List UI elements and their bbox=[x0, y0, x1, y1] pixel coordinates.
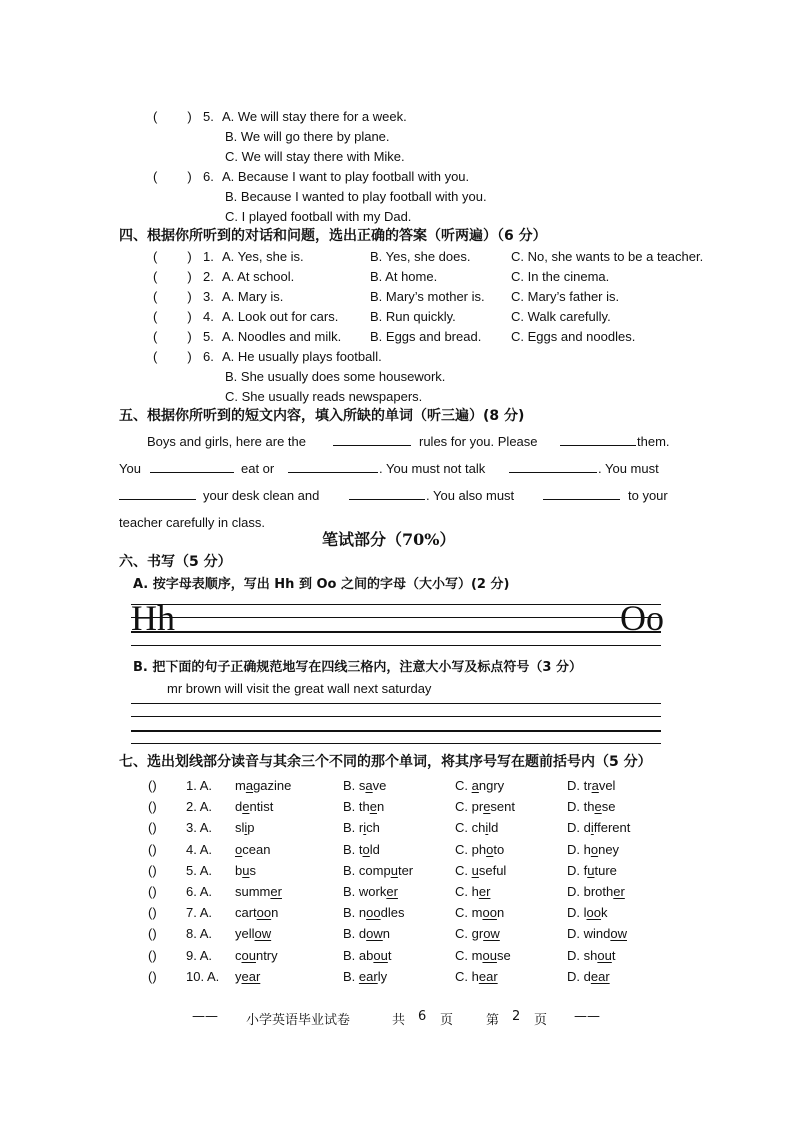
word-part: ld bbox=[488, 820, 499, 835]
option-a: A. Noodles and milk. bbox=[222, 329, 342, 344]
copy-sentence: mr brown will visit the great wall next saturday bbox=[167, 681, 432, 696]
word-part: sent bbox=[490, 799, 515, 814]
word-part: ngry bbox=[478, 778, 505, 793]
option-label: D. bbox=[567, 820, 580, 835]
word-part: m bbox=[471, 948, 483, 963]
footer-page-label: 第 bbox=[486, 1013, 500, 1028]
option-b bbox=[343, 904, 404, 922]
option-label: D. bbox=[567, 948, 580, 963]
fill-blank[interactable] bbox=[560, 433, 636, 446]
word-part: se bbox=[601, 799, 616, 814]
word-part: d bbox=[235, 799, 243, 814]
option-label: D. bbox=[567, 778, 580, 793]
underlined-sound: oo bbox=[482, 905, 497, 920]
passage-text: eat or bbox=[241, 461, 275, 476]
word-part: to bbox=[493, 842, 505, 857]
question-number: 5. A. bbox=[186, 863, 213, 878]
word-part: n bbox=[496, 905, 505, 920]
option-label: D. bbox=[567, 799, 580, 814]
underlined-sound: i bbox=[485, 820, 489, 835]
word-part: n bbox=[358, 905, 367, 920]
option-label: C. bbox=[455, 926, 468, 941]
word-part: yell bbox=[235, 926, 255, 941]
option-label: C. bbox=[455, 842, 468, 857]
option-label: C. bbox=[455, 948, 468, 963]
word-part: d bbox=[358, 926, 367, 941]
answer-paren[interactable]: ( ) bbox=[153, 109, 192, 124]
underlined-sound: u bbox=[471, 863, 479, 878]
word-part: f bbox=[583, 863, 588, 878]
option-b: B. Yes, she does. bbox=[370, 249, 471, 264]
option-label: B. bbox=[343, 884, 356, 899]
option-b: B. Because I wanted to play football with you. bbox=[225, 189, 487, 204]
option-a bbox=[235, 904, 278, 922]
underlined-sound: oo bbox=[586, 905, 601, 920]
word-part: y bbox=[235, 969, 242, 984]
word-part: n bbox=[271, 905, 279, 920]
passage-text: . You must bbox=[598, 461, 659, 476]
word-part: t bbox=[387, 948, 392, 963]
option-b: B. Eggs and bread. bbox=[370, 329, 482, 344]
option-a: A. We will stay there for a week. bbox=[222, 109, 407, 124]
option-label: B. bbox=[343, 842, 356, 857]
word-part: d bbox=[583, 969, 591, 984]
word-part: comp bbox=[358, 863, 391, 878]
word-part: r bbox=[358, 820, 364, 835]
word-part: sl bbox=[235, 820, 245, 835]
underlined-sound: er bbox=[386, 884, 398, 899]
section-heading: 五、根据你所听到的短文内容，填入所缺的单词（听三遍）(8 分) bbox=[119, 408, 525, 424]
option-d bbox=[567, 819, 630, 837]
passage-text: your desk clean and bbox=[203, 488, 320, 503]
option-c: C. Walk carefully. bbox=[511, 309, 611, 324]
underlined-sound: a bbox=[471, 778, 479, 793]
grid-line bbox=[131, 716, 661, 717]
passage-text: You bbox=[119, 461, 141, 476]
option-label: D. bbox=[567, 842, 580, 857]
option-a: A. Because I want to play football with you. bbox=[222, 169, 470, 184]
option-a bbox=[235, 798, 273, 816]
option-c bbox=[455, 819, 498, 837]
option-d bbox=[567, 841, 619, 859]
question-number: 7. A. bbox=[186, 905, 213, 920]
word-part: n bbox=[382, 926, 391, 941]
grid-line bbox=[131, 730, 661, 732]
underlined-sound: er bbox=[478, 884, 491, 899]
word-part: broth bbox=[583, 884, 614, 899]
underlined-sound: a bbox=[365, 778, 373, 793]
question-row bbox=[0, 925, 794, 943]
word-part: ly bbox=[377, 969, 388, 984]
answer-paren[interactable]: ( ) bbox=[148, 799, 157, 814]
option-a bbox=[235, 819, 255, 837]
question-number: 5. bbox=[203, 109, 214, 124]
option-b: B. Mary’s mother is. bbox=[370, 289, 485, 304]
footer-dash: —— bbox=[192, 1009, 218, 1024]
answer-paren[interactable]: ( ) bbox=[153, 169, 192, 184]
word-part: m bbox=[235, 778, 246, 793]
fill-blank[interactable] bbox=[349, 487, 425, 500]
underlined-sound: u bbox=[242, 863, 250, 878]
option-c: C. In the cinema. bbox=[511, 269, 610, 284]
word-part: m bbox=[471, 905, 483, 920]
option-b bbox=[343, 798, 384, 816]
underlined-sound: ow bbox=[610, 926, 627, 941]
underlined-sound: ow bbox=[254, 926, 272, 941]
underlined-sound: i bbox=[590, 820, 594, 835]
underlined-sound: o bbox=[235, 842, 243, 857]
underlined-sound: ear bbox=[478, 969, 498, 984]
word-part: dles bbox=[380, 905, 405, 920]
underlined-sound: o bbox=[362, 842, 370, 857]
question-row bbox=[0, 883, 794, 901]
answer-paren[interactable]: ( ) bbox=[148, 842, 157, 857]
option-label: C. bbox=[455, 969, 468, 984]
option-a bbox=[235, 841, 270, 859]
option-b: B. At home. bbox=[370, 269, 438, 284]
word-part: p bbox=[247, 820, 255, 835]
footer-page-number: 2 bbox=[512, 1009, 521, 1024]
underlined-sound: ow bbox=[366, 926, 383, 941]
underlined-sound: ou bbox=[597, 948, 612, 963]
section-heading: 七、选出划线部分读音与其余三个不同的那个单词，将其序号写在题前括号内（5 分） bbox=[119, 754, 652, 770]
option-d bbox=[567, 947, 615, 965]
question-number: 5. bbox=[203, 329, 214, 344]
answer-paren[interactable]: ( ) bbox=[148, 863, 157, 878]
option-label: B. bbox=[343, 905, 356, 920]
word-part: tr bbox=[583, 778, 592, 793]
option-label: C. bbox=[455, 778, 468, 793]
option-label: B. bbox=[343, 799, 356, 814]
underlined-sound: ou bbox=[241, 948, 256, 963]
option-c bbox=[455, 883, 490, 901]
option-b: B. Run quickly. bbox=[370, 309, 456, 324]
footer-total-pages: 6 bbox=[418, 1009, 427, 1024]
underlined-sound: ear bbox=[241, 969, 261, 984]
word-part: ph bbox=[471, 842, 487, 857]
word-part: ter bbox=[397, 863, 414, 878]
word-part: summ bbox=[235, 884, 271, 899]
option-label: D. bbox=[567, 905, 580, 920]
underlined-sound: ear bbox=[590, 969, 610, 984]
underlined-sound: a bbox=[591, 778, 599, 793]
answer-paren[interactable]: ( ) bbox=[148, 820, 157, 835]
underlined-sound: er bbox=[270, 884, 282, 899]
option-c bbox=[455, 798, 515, 816]
question-number: 6. bbox=[203, 169, 214, 184]
footer-total-unit: 页 bbox=[440, 1013, 454, 1028]
option-b bbox=[343, 925, 390, 943]
underlined-sound: er bbox=[613, 884, 625, 899]
question-row bbox=[0, 904, 794, 922]
underlined-sound: i bbox=[244, 820, 248, 835]
footer-total-label: 共 bbox=[392, 1013, 406, 1028]
underlined-sound: ear bbox=[358, 969, 378, 984]
option-label: D. bbox=[567, 926, 580, 941]
word-part: ture bbox=[594, 863, 617, 878]
underlined-sound: ou bbox=[373, 948, 388, 963]
word-part: h bbox=[583, 842, 591, 857]
answer-paren[interactable]: ( ) bbox=[153, 329, 192, 344]
question-number: 4. A. bbox=[186, 842, 213, 857]
option-b bbox=[343, 947, 391, 965]
word-part: h bbox=[471, 884, 479, 899]
word-part: ntry bbox=[255, 948, 278, 963]
option-c: C. No, she wants to be a teacher. bbox=[511, 249, 704, 264]
option-label: D. bbox=[567, 863, 580, 878]
word-part: ab bbox=[358, 948, 374, 963]
option-a: A. Yes, she is. bbox=[222, 249, 304, 264]
fill-blank[interactable] bbox=[150, 460, 234, 473]
option-b bbox=[343, 841, 380, 859]
underlined-sound: i bbox=[363, 820, 367, 835]
option-b: B. She usually does some housework. bbox=[225, 369, 446, 384]
option-c bbox=[455, 925, 500, 943]
question-row bbox=[0, 841, 794, 859]
option-a bbox=[235, 862, 256, 880]
question-number: 8. A. bbox=[186, 926, 213, 941]
option-c bbox=[455, 841, 504, 859]
option-label: B. bbox=[343, 969, 356, 984]
question-number: 1. bbox=[203, 249, 214, 264]
answer-paren[interactable]: ( ) bbox=[153, 269, 192, 284]
option-c: C. I played football with my Dad. bbox=[225, 209, 412, 224]
option-d bbox=[567, 798, 615, 816]
question-row bbox=[0, 819, 794, 837]
word-part: c bbox=[235, 948, 242, 963]
question-number: 9. A. bbox=[186, 948, 213, 963]
option-label: C. bbox=[455, 863, 468, 878]
word-part: n bbox=[377, 799, 385, 814]
fill-blank[interactable] bbox=[333, 433, 411, 446]
option-a: A. At school. bbox=[222, 269, 295, 284]
word-part: t bbox=[611, 948, 616, 963]
answer-paren[interactable]: ( ) bbox=[153, 249, 192, 264]
answer-paren[interactable]: ( ) bbox=[148, 778, 157, 793]
option-c: C. We will stay there with Mike. bbox=[225, 149, 405, 164]
written-section-title: 笔试部分（70%） bbox=[322, 530, 456, 549]
word-part: th bbox=[583, 799, 595, 814]
word-part: fferent bbox=[593, 820, 631, 835]
word-part: s bbox=[249, 863, 256, 878]
underlined-sound: u bbox=[587, 863, 595, 878]
question-row bbox=[0, 862, 794, 880]
question-number: 10. A. bbox=[186, 969, 220, 984]
passage-text: rules for you. Please bbox=[419, 434, 538, 449]
word-part: work bbox=[358, 884, 387, 899]
footer-title: 小学英语毕业试卷 bbox=[246, 1013, 351, 1028]
underlined-sound: a bbox=[245, 778, 254, 793]
section-heading: 六、书写（5 分） bbox=[119, 554, 232, 570]
option-d bbox=[567, 883, 625, 901]
option-label: B. bbox=[343, 778, 356, 793]
grid-line bbox=[131, 743, 661, 744]
word-part: gazine bbox=[253, 778, 292, 793]
option-a: A. Mary is. bbox=[222, 289, 284, 304]
question-row bbox=[0, 777, 794, 795]
question-number: 2. A. bbox=[186, 799, 213, 814]
word-part: gr bbox=[471, 926, 484, 941]
option-c bbox=[455, 904, 504, 922]
word-part: l bbox=[583, 905, 587, 920]
option-label: B. bbox=[343, 863, 356, 878]
option-d bbox=[567, 777, 615, 795]
option-label: D. bbox=[567, 969, 580, 984]
fill-blank[interactable] bbox=[288, 460, 378, 473]
word-part: vel bbox=[598, 778, 616, 793]
word-part: ve bbox=[372, 778, 387, 793]
answer-paren[interactable]: ( ) bbox=[148, 948, 157, 963]
answer-paren[interactable]: ( ) bbox=[153, 289, 192, 304]
word-part: ch bbox=[471, 820, 486, 835]
word-part: k bbox=[600, 905, 608, 920]
option-b bbox=[343, 883, 398, 901]
answer-paren[interactable]: ( ) bbox=[148, 905, 157, 920]
word-part: cart bbox=[235, 905, 257, 920]
word-part: h bbox=[471, 969, 479, 984]
word-part: b bbox=[235, 863, 243, 878]
option-c: C. Eggs and noodles. bbox=[511, 329, 636, 344]
option-c bbox=[455, 862, 506, 880]
option-label: B. bbox=[343, 926, 356, 941]
underlined-sound: e bbox=[594, 799, 602, 814]
word-part: d bbox=[583, 820, 591, 835]
option-d bbox=[567, 904, 607, 922]
word-part: ch bbox=[366, 820, 380, 835]
option-label: C. bbox=[455, 820, 468, 835]
underlined-sound: ou bbox=[482, 948, 497, 963]
option-label: D. bbox=[567, 884, 580, 899]
section-heading: 四、根据你所听到的对话和问题，选出正确的答案（听两遍）（6 分） bbox=[119, 228, 547, 244]
underlined-sound: oo bbox=[366, 905, 381, 920]
grid-line bbox=[131, 645, 661, 646]
start-letters: Hh bbox=[131, 598, 175, 638]
answer-paren[interactable]: ( ) bbox=[148, 884, 157, 899]
grid-line bbox=[131, 703, 661, 704]
word-part: ney bbox=[598, 842, 620, 857]
word-part: ld bbox=[369, 842, 380, 857]
question-number: 3. A. bbox=[186, 820, 213, 835]
word-part: th bbox=[358, 799, 370, 814]
word-part: ntist bbox=[249, 799, 274, 814]
passage-text: them. bbox=[637, 434, 670, 449]
option-d bbox=[567, 925, 627, 943]
grid-line bbox=[131, 631, 661, 633]
option-c: C. Mary’s father is. bbox=[511, 289, 620, 304]
word-part: s bbox=[358, 778, 366, 793]
passage-text: . You must not talk bbox=[379, 461, 486, 476]
question-number: 2. bbox=[203, 269, 214, 284]
option-a bbox=[235, 947, 278, 965]
answer-paren[interactable]: ( ) bbox=[148, 969, 157, 984]
option-label: C. bbox=[455, 905, 468, 920]
word-part: seful bbox=[478, 863, 507, 878]
passage-text: Boys and girls, here are the bbox=[147, 434, 306, 449]
end-letters: Oo bbox=[620, 598, 664, 638]
fill-blank[interactable] bbox=[543, 487, 620, 500]
option-c bbox=[455, 947, 511, 965]
underlined-sound: e bbox=[483, 799, 491, 814]
fill-blank[interactable] bbox=[509, 460, 597, 473]
option-a: A. Look out for cars. bbox=[222, 309, 339, 324]
option-a bbox=[235, 777, 291, 795]
option-label: B. bbox=[343, 948, 356, 963]
option-label: C. bbox=[455, 884, 468, 899]
word-part: cean bbox=[242, 842, 271, 857]
footer-dash: —— bbox=[574, 1009, 600, 1024]
option-c bbox=[455, 777, 504, 795]
option-a: A. He usually plays football. bbox=[222, 349, 382, 364]
underlined-sound: ow bbox=[483, 926, 500, 941]
question-row bbox=[0, 947, 794, 965]
option-a bbox=[235, 968, 260, 986]
option-d bbox=[567, 862, 617, 880]
option-label: B. bbox=[343, 820, 356, 835]
question-number: 1. A. bbox=[186, 778, 213, 793]
sub-question-prompt: B. 把下面的句子正确规范地写在四线三格内，注意大小写及标点符号（3 分） bbox=[133, 660, 582, 675]
passage-text: . You also must bbox=[426, 488, 515, 503]
word-part: t bbox=[358, 842, 363, 857]
option-b bbox=[343, 819, 380, 837]
option-b bbox=[343, 968, 387, 986]
question-row bbox=[0, 968, 794, 986]
answer-paren[interactable]: ( ) bbox=[153, 309, 192, 324]
question-number: 6. bbox=[203, 349, 214, 364]
underlined-sound: e bbox=[242, 799, 250, 814]
fill-blank[interactable] bbox=[119, 487, 196, 500]
option-c: C. She usually reads newspapers. bbox=[225, 389, 423, 404]
word-part: sh bbox=[583, 948, 598, 963]
footer-page-unit: 页 bbox=[534, 1013, 548, 1028]
option-b: B. We will go there by plane. bbox=[225, 129, 390, 144]
option-b bbox=[343, 777, 386, 795]
underlined-sound: e bbox=[369, 799, 377, 814]
answer-paren[interactable]: ( ) bbox=[153, 349, 192, 364]
underlined-sound: u bbox=[390, 863, 398, 878]
question-row bbox=[0, 798, 794, 816]
underlined-sound: oo bbox=[256, 905, 272, 920]
passage-text: teacher carefully in class. bbox=[119, 515, 265, 530]
option-a bbox=[235, 925, 271, 943]
word-part: pr bbox=[471, 799, 484, 814]
question-number: 3. bbox=[203, 289, 214, 304]
grid-line bbox=[131, 617, 661, 618]
option-b bbox=[343, 862, 413, 880]
underlined-sound: o bbox=[486, 842, 494, 857]
passage-text: to your bbox=[628, 488, 668, 503]
sub-question-prompt: A. 按字母表顺序，写出 Hh 到 Oo 之间的字母（大小写）(2 分) bbox=[133, 577, 510, 592]
option-d bbox=[567, 968, 610, 986]
option-c bbox=[455, 968, 498, 986]
answer-paren[interactable]: ( ) bbox=[148, 926, 157, 941]
option-a bbox=[235, 883, 282, 901]
word-part: se bbox=[496, 948, 511, 963]
question-number: 6. A. bbox=[186, 884, 213, 899]
question-number: 4. bbox=[203, 309, 214, 324]
word-part: wind bbox=[583, 926, 611, 941]
option-label: C. bbox=[455, 799, 468, 814]
underlined-sound: o bbox=[590, 842, 599, 857]
grid-line bbox=[131, 604, 661, 605]
